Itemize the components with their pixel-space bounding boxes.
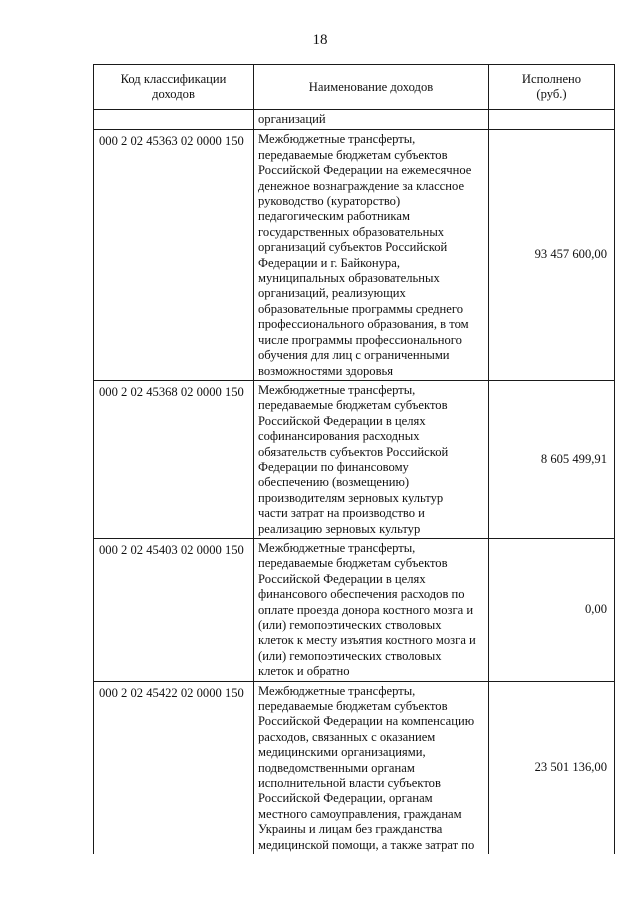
continuation-code-cell	[94, 110, 254, 130]
table-row-continuation	[94, 110, 615, 130]
revenue-name: Межбюджетные трансферты, передаваемые бюджетам субъектов Российской Федерации на компенсацию расходов, связанных с оказанием медицинскими организациями, подведомственными органам исполнительной власти субъектов Российской Федерации, органам местного самоуправления, гражданам Украины и лицам без гражданства медицинской помощи, а также затрат по	[254, 681, 489, 854]
classification-code: 000 2 02 45422 02 0000 150	[94, 681, 254, 854]
continuation-name-cell: организаций	[254, 110, 489, 130]
revenue-name: Межбюджетные трансферты, передаваемые бюджетам субъектов Российской Федерации на ежемесячное денежное вознаграждение за классное руководство (кураторство) педагогическим работникам государственных образовательных организаций субъектов Российской Федерации и г. Байконура, муниципальных образовательных организаций, реализующих образовательные программы среднего профессионального образования, в том числе программы профессионального обучения для лиц с ограниченными возможностями здоровья	[254, 130, 489, 381]
header-revenue-name: Наименование доходов	[254, 65, 489, 110]
table-row	[94, 538, 615, 681]
continuation-amount-cell	[489, 110, 615, 130]
revenue-name: Межбюджетные трансферты, передаваемые бюджетам субъектов Российской Федерации в целях софинансирования расходных обязательств субъектов Российской Федерации по финансовому обеспечению (возмещению) производителям зерновых культур части затрат на производство и реализацию зерновых культур	[254, 380, 489, 538]
executed-amount: 93 457 600,00	[489, 130, 615, 381]
executed-amount: 8 605 499,91	[489, 380, 615, 538]
header-classification-code: Код классификации доходов	[94, 65, 254, 110]
classification-code: 000 2 02 45403 02 0000 150	[94, 538, 254, 681]
table-row	[94, 130, 615, 381]
table-row	[94, 681, 615, 854]
table-row	[94, 380, 615, 538]
executed-amount: 0,00	[489, 538, 615, 681]
page-number: 18	[312, 32, 328, 48]
revenue-table	[93, 64, 615, 854]
executed-amount: 23 501 136,00	[489, 681, 615, 854]
classification-code: 000 2 02 45363 02 0000 150	[94, 130, 254, 381]
classification-code: 000 2 02 45368 02 0000 150	[94, 380, 254, 538]
revenue-name: Межбюджетные трансферты, передаваемые бюджетам субъектов Российской Федерации в целях финансового обеспечения расходов по оплате проезда донора костного мозга и (или) гемопоэтических стволовых клеток к месту изъятия костного мозга и (или) гемопоэтических стволовых клеток и обратно	[254, 538, 489, 681]
header-executed-amount: Исполнено (руб.)	[489, 65, 615, 110]
table-header-row	[94, 65, 615, 110]
